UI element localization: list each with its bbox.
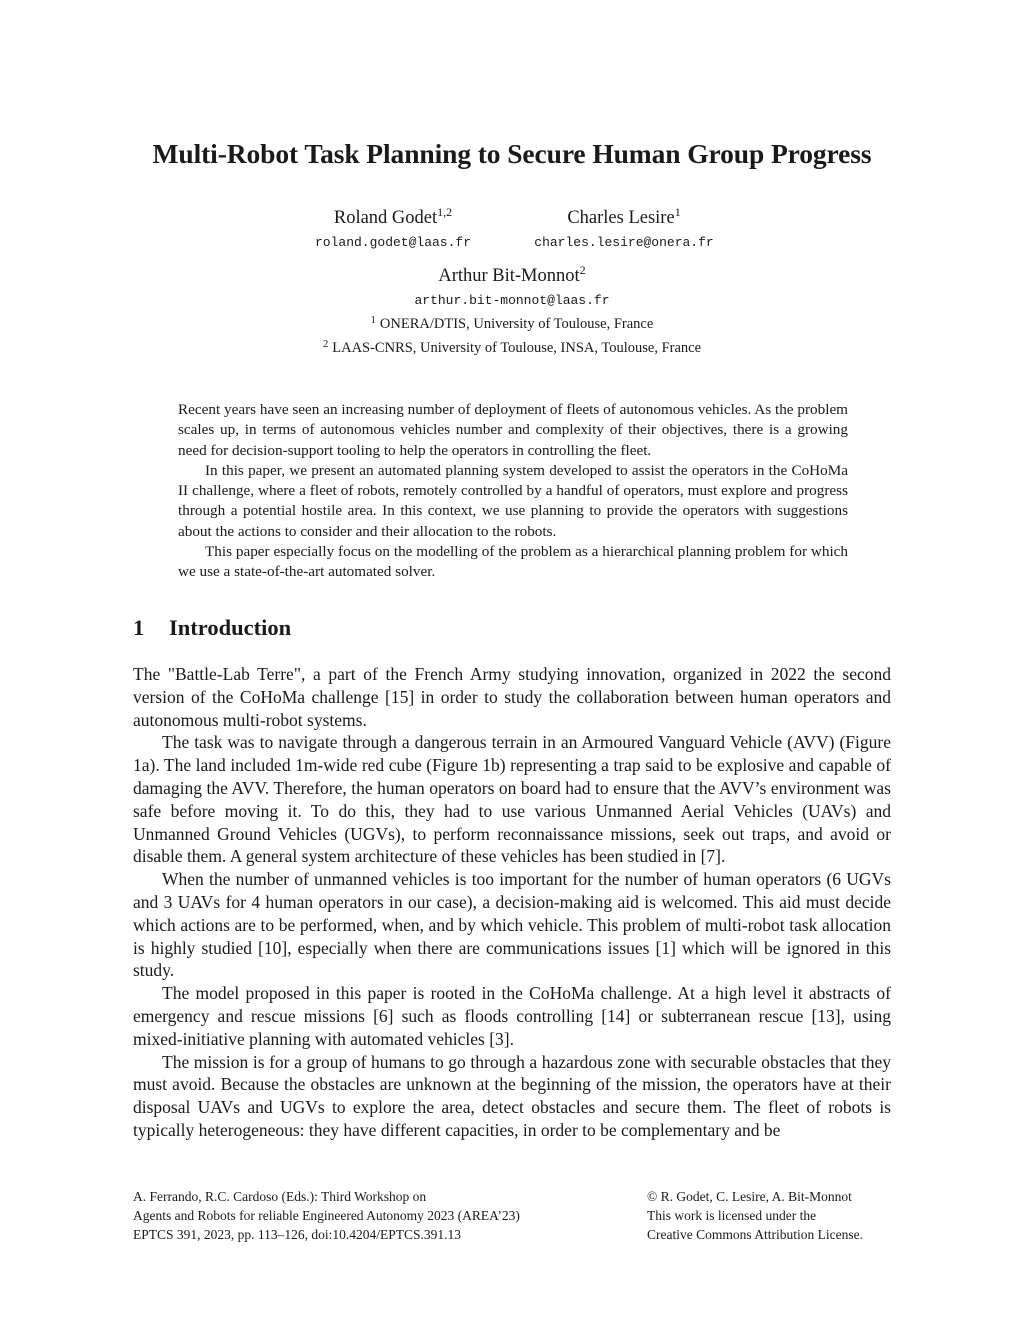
abstract-paragraph: This paper especially focus on the modelling of the problem as a hierarchical planning problem for which we use a state-of-the-art automated solver. xyxy=(178,543,848,581)
section-heading: 1 Introduction xyxy=(133,615,292,640)
affiliation: $^2$ LAAS-CNRS, University of Toulouse, INSA, Toulouse, France xyxy=(322,339,702,356)
body-paragraph: The model proposed in this paper is rooted in the CoHoMa challenge. At a high level it abstracts of emergency and rescue missions [6] such as floods controlling [14] or subterranean rescue [13], using mixed-initiative planning with automated vehicles [3]. xyxy=(133,983,891,1049)
body-text xyxy=(133,663,891,1142)
footer-line: Agents and Robots for reliable Engineered Autonomy 2023 (AREA’23) xyxy=(133,1208,520,1223)
body-paragraph: The "Battle-Lab Terre", a part of the French Army studying innovation, organized in 2022 the second version of the CoHoMa challenge [15] in order to study the collaboration between human operators and autonomous multi-robot systems. xyxy=(133,664,891,730)
footer-venue xyxy=(133,1187,520,1244)
author-name: Arthur Bit-Monnot$^2$ xyxy=(438,263,586,286)
footer-line: This work is licensed under the xyxy=(647,1208,817,1223)
body-paragraph: The mission is for a group of humans to go through a hazardous zone with securable obstacles that they must avoid. Because the obstacles are unknown at the beginning of the mission, the operators have at their disposal UAVs and UGVs to explore the area, detect obstacles and secure them. The fleet of robots is typically heterogeneous: they have different capacities, in order to be complementary and be xyxy=(133,1051,891,1140)
abstract xyxy=(178,400,848,583)
footer-line: © R. Godet, C. Lesire, A. Bit-Monnot xyxy=(647,1189,852,1204)
author-block xyxy=(514,207,734,250)
footer-line: EPTCS 391, 2023, pp. 113–126, doi:10.4204/EPTCS.391.13 xyxy=(133,1227,462,1242)
author-email: roland.godet@laas.fr xyxy=(314,235,472,250)
author-block xyxy=(362,265,662,308)
author-name: Roland Godet$^{1,2}$ xyxy=(333,205,453,228)
footer-line: A. Ferrando, R.C. Cardoso (Eds.): Third Workshop on xyxy=(133,1189,427,1204)
author-name: Charles Lesire$^1$ xyxy=(567,205,681,228)
footer-line: Creative Commons Attribution License. xyxy=(647,1227,863,1242)
author-email: arthur.bit-monnot@laas.fr xyxy=(414,293,610,308)
author-block xyxy=(293,207,493,250)
abstract-paragraph: In this paper, we present an automated planning system developed to assist the operators in the CoHoMa II challenge, where a fleet of robots, remotely controlled by a handful of operators, must explore and progress through a potential hostile area. In this context, we use planning to provide the operators with suggestions about the actions to consider and their allocation to the robots. xyxy=(178,461,848,540)
body-paragraph: When the number of unmanned vehicles is too important for the number of human operators (6 UGVs and 3 UAVs for 4 human operators in our case), a decision-making aid is welcomed. This aid must decide which actions are to be performed, when, and by which vehicle. This problem of multi-robot task allocation is highly studied [10], especially when there are communications issues [1] which will be ignored in this study. xyxy=(133,869,891,981)
footer-license xyxy=(647,1187,863,1244)
paper-title: Multi-Robot Task Planning to Secure Human Group Progress xyxy=(152,138,872,169)
body-paragraph: The task was to navigate through a dangerous terrain in an Armoured Vanguard Vehicle (AVV) (Figure 1a). The land included 1m-wide red cube (Figure 1b) representing a trap said to be explosive and capable of damaging the AVV. Therefore, the human operators on board had to ensure that the AVV’s environment was safe before moving it. To do this, they had to use various Unmanned Aerial Vehicles (UAVs) and Unmanned Ground Vehicles (UGVs), to perform reconnaissance missions, seek out traps, and avoid or disable them. A general system architecture of these vehicles has been studied in [7]. xyxy=(133,732,891,867)
abstract-paragraph: Recent years have seen an increasing number of deployment of fleets of autonomous vehicles. As the problem scales up, in terms of autonomous vehicles number and complexity of their objectives, there is a growing need for decision-support tooling to help the operators in controlling the fleet. xyxy=(178,401,848,459)
author-email: charles.lesire@onera.fr xyxy=(534,235,714,250)
affiliation: $^1$ ONERA/DTIS, University of Toulouse, France xyxy=(370,315,654,332)
